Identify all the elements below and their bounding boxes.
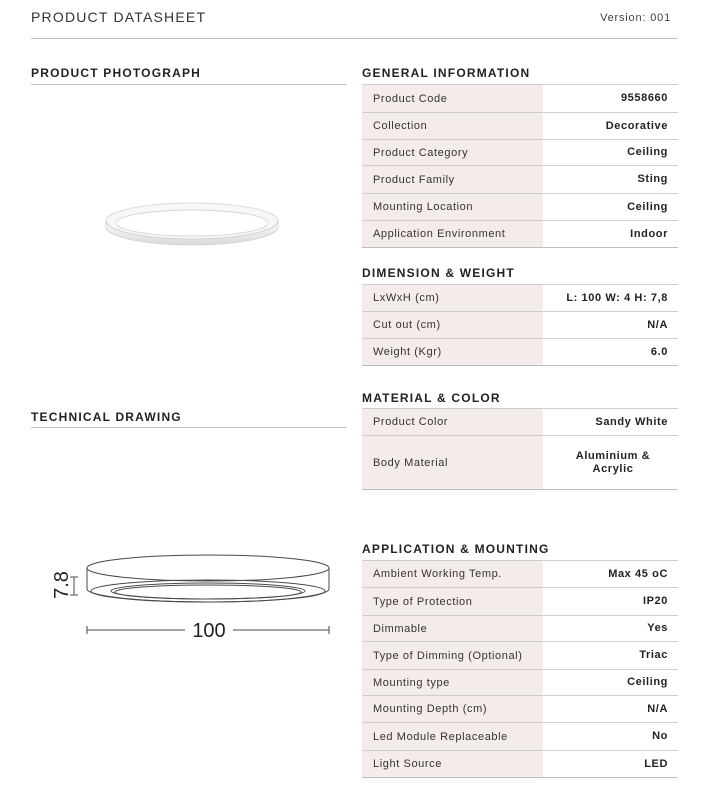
general-information-heading: GENERAL INFORMATION [362,66,531,80]
dimension-weight-table [362,284,678,366]
table-row [362,139,678,165]
table-row [362,695,678,722]
dimension-weight-heading: DIMENSION & WEIGHT [362,266,515,280]
table-row [362,165,678,193]
table-row [362,84,678,112]
row-label: Mounting type [362,670,543,695]
row-value: Ceiling [627,676,668,688]
row-value: N/A [647,702,668,715]
version-value: 001 [650,12,671,24]
table-row [362,641,678,669]
row-value: 6.0 [650,345,668,358]
row-value: LED [644,757,668,770]
row-value: No [652,730,668,742]
row-label: Body Material [362,436,543,489]
table-row [362,435,678,489]
application-mounting-table [362,560,678,778]
row-value: Ceiling [627,146,668,158]
general-information-table [362,84,678,248]
row-label: Type of Dimming (Optional) [362,642,543,669]
row-label: Collection [362,113,543,139]
height-dimension-label: 7.8 [51,571,73,599]
product-photograph-heading: PRODUCT PHOTOGRAPH [31,66,202,80]
table-row [362,338,678,365]
table-row [362,560,678,587]
material-color-heading: MATERIAL & COLOR [362,391,501,405]
table-row [362,722,678,750]
row-value: Triac [639,649,668,661]
datasheet-title: PRODUCT DATASHEET [31,9,207,25]
version-label: Version: [600,12,647,24]
row-value: Sandy White [595,415,668,428]
row-value: Decorative [605,119,668,132]
row-value: Indoor [630,227,668,240]
table-row [362,750,678,777]
header-divider [31,38,678,39]
row-label: Dimmable [362,616,543,641]
row-label: Product Family [362,166,543,193]
row-label: Mounting Depth (cm) [362,696,543,722]
row-value: L: 100 W: 4 H: 7,8 [566,291,668,304]
technical-drawing-heading: TECHNICAL DRAWING [31,410,182,424]
row-value: Sting [637,173,668,185]
width-dimension-label: 100 [192,620,226,642]
version-info [600,12,671,24]
row-value: Ceiling [627,200,668,213]
table-row [362,112,678,139]
drawing-heading-rule [31,427,346,428]
product-photo [100,195,285,255]
row-label: Product Color [362,409,543,435]
table-row [362,193,678,220]
row-value: IP20 [642,595,668,607]
material-color-table [362,408,678,490]
row-label: Mounting Location [362,194,543,220]
row-label: Type of Protection [362,588,543,615]
table-row [362,311,678,338]
row-value: N/A [647,318,668,331]
table-row [362,587,678,615]
application-mounting-heading: APPLICATION & MOUNTING [362,542,550,556]
row-value: Aluminium & Acrylic [575,449,651,475]
row-value: Max 45 oC [608,567,668,580]
table-row [362,408,678,435]
table-row [362,284,678,311]
photo-heading-rule [31,84,346,85]
table-row [362,615,678,641]
row-label: Ambient Working Temp. [362,561,543,587]
row-label: Weight (Kgr) [362,339,543,365]
table-row [362,220,678,247]
row-label: Cut out (cm) [362,312,543,338]
row-value: 9558660 [620,92,668,104]
row-label: Product Code [362,85,543,112]
row-value: Yes [647,622,668,634]
row-label: Light Source [362,751,543,777]
technical-drawing [40,552,335,652]
row-label: Product Category [362,140,543,165]
table-row [362,669,678,695]
row-label: Application Environment [362,221,543,247]
row-label: Led Module Replaceable [362,723,543,750]
row-label: LxWxH (cm) [362,285,543,311]
